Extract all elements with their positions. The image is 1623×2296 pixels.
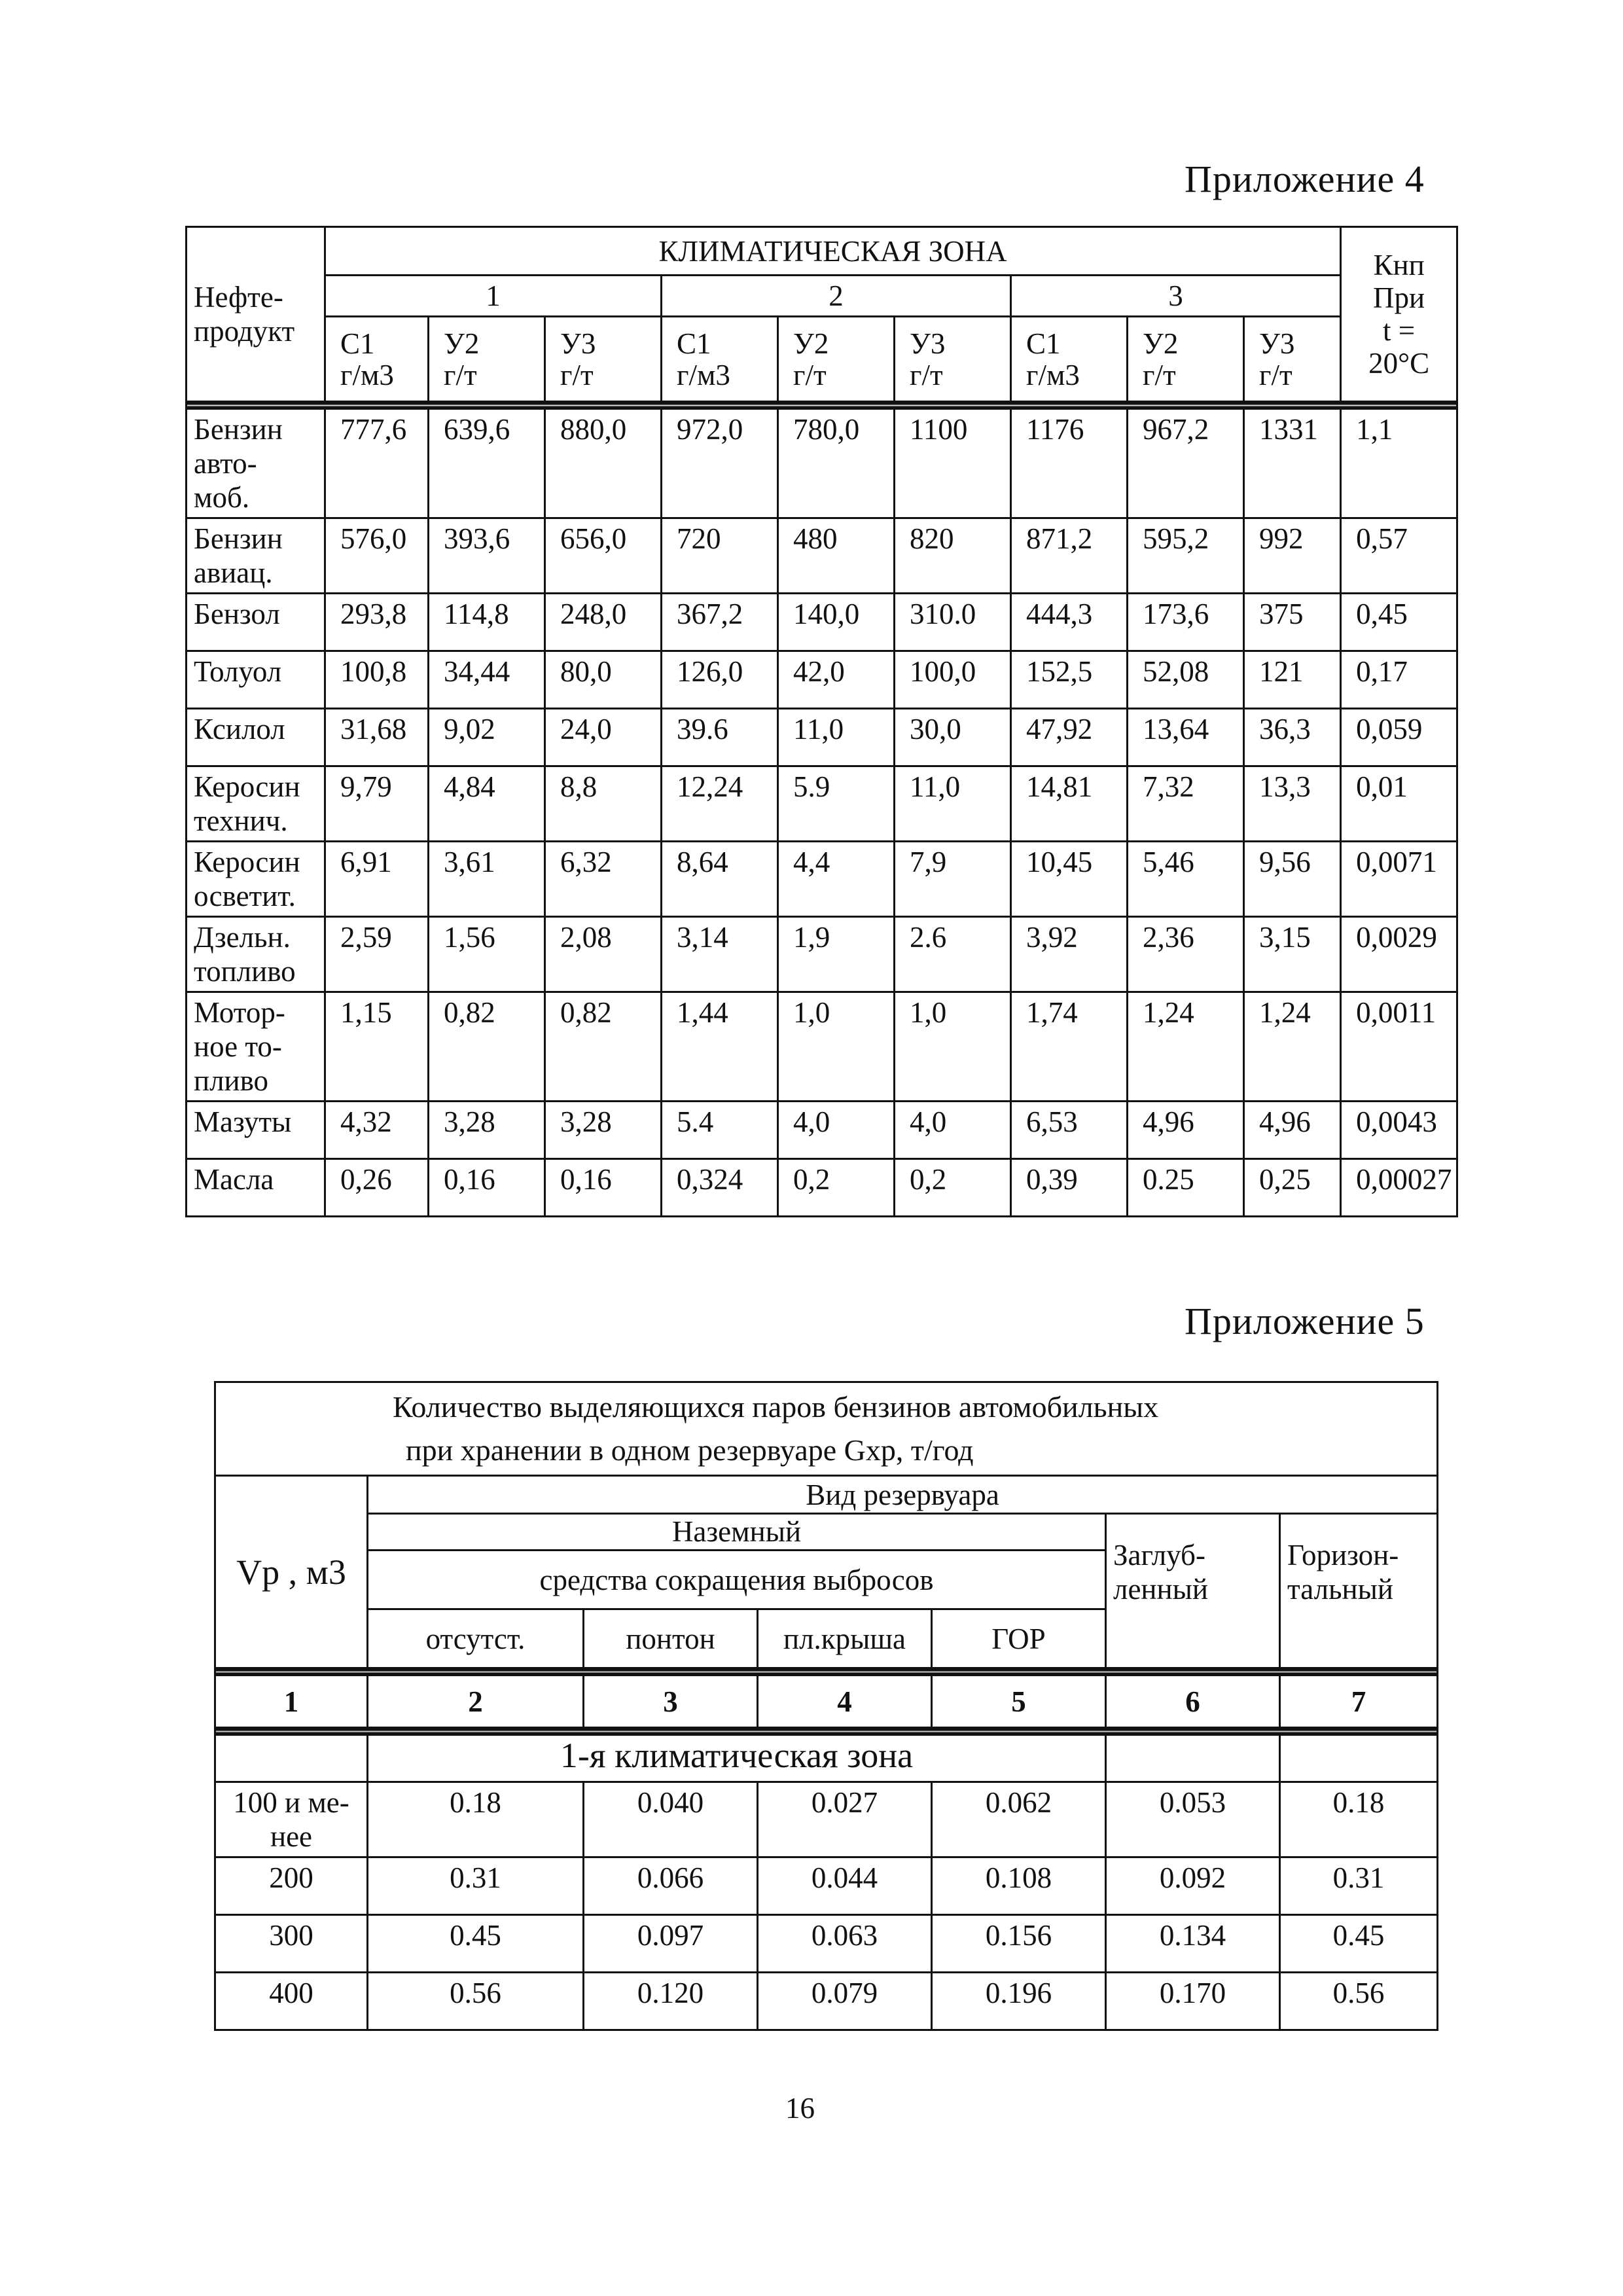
table-cell: 0,16 [429, 1159, 545, 1217]
header-tank-type: Вид резервуара [368, 1476, 1438, 1514]
product-name: Керосин технич. [187, 766, 325, 842]
table-title-line-1: Количество выделяющихся паров бензинов автомобильных [393, 1390, 1159, 1424]
product-name: Толуол [187, 651, 325, 709]
table-cell: 8,64 [662, 842, 778, 917]
table-cell: 4,32 [325, 1102, 429, 1159]
header-units-row [187, 317, 1457, 402]
table-cell: 34,44 [429, 651, 545, 709]
header-unit-4: С1 г/м3 [662, 317, 778, 402]
table-row [187, 709, 1457, 766]
vp-value: 200 [215, 1857, 368, 1915]
table-cell: 5,46 [1128, 842, 1244, 917]
table-cell: 4,84 [429, 766, 545, 842]
table-cell: 6,32 [545, 842, 662, 917]
table-cell: 126,0 [662, 651, 778, 709]
header-knp: Кнп При t = 20°С [1341, 227, 1457, 402]
table-cell: 3,14 [662, 917, 778, 992]
header-unit-6: У3 г/т [895, 317, 1011, 402]
header-reduction-type-1: отсутст. [368, 1609, 584, 1668]
table-cell: 0.040 [584, 1782, 758, 1857]
table-cell: 9,02 [429, 709, 545, 766]
table-cell: 0.062 [932, 1782, 1106, 1857]
table-cell: 656,0 [545, 518, 662, 594]
table-cell: 3,15 [1244, 917, 1341, 992]
column-number-3: 3 [584, 1676, 758, 1728]
table-cell: 5.4 [662, 1102, 778, 1159]
header-unit-7: С1 г/м3 [1011, 317, 1128, 402]
knp-value: 0,01 [1341, 766, 1457, 842]
table-cell: 0.156 [932, 1915, 1106, 1973]
column-number-4: 4 [758, 1676, 932, 1728]
table-cell: 5.9 [778, 766, 895, 842]
header-unit-9: У3 г/т [1244, 317, 1341, 402]
table-cell: 780,0 [778, 409, 895, 518]
table-row [215, 1857, 1438, 1915]
table-cell: 0,25 [1244, 1159, 1341, 1217]
table-row [187, 992, 1457, 1102]
table-cell: 1,0 [895, 992, 1011, 1102]
zone-empty-cell [1280, 1735, 1438, 1782]
column-number-6: 6 [1106, 1676, 1280, 1728]
table-cell: 2,36 [1128, 917, 1244, 992]
table-cell: 880,0 [545, 409, 662, 518]
table-row [215, 1915, 1438, 1973]
table-cell: 3,61 [429, 842, 545, 917]
table-cell: 0,16 [545, 1159, 662, 1217]
header-unit-5: У2 г/т [778, 317, 895, 402]
table-cell: 1,44 [662, 992, 778, 1102]
table-row [187, 651, 1457, 709]
table-cell: 0.044 [758, 1857, 932, 1915]
table-cell: 0,2 [778, 1159, 895, 1217]
table-cell: 4,96 [1128, 1102, 1244, 1159]
knp-value: 0,0043 [1341, 1102, 1457, 1159]
table-cell: 0.18 [368, 1782, 584, 1857]
table-cell: 967,2 [1128, 409, 1244, 518]
table-cell: 1176 [1011, 409, 1128, 518]
header-unit-8: У2 г/т [1128, 317, 1244, 402]
column-number-5: 5 [932, 1676, 1106, 1728]
table-cell: 30,0 [895, 709, 1011, 766]
table-cell: 0,2 [895, 1159, 1011, 1217]
table-cell: 0,39 [1011, 1159, 1128, 1217]
knp-value: 0,00027 [1341, 1159, 1457, 1217]
table-cell: 0.31 [368, 1857, 584, 1915]
table-cell: 173,6 [1128, 594, 1244, 651]
product-name: Дзельн. топливо [187, 917, 325, 992]
table-row [187, 518, 1457, 594]
table-cell: 0.108 [932, 1857, 1106, 1915]
table-cell: 720 [662, 518, 778, 594]
table-cell: 9,79 [325, 766, 429, 842]
table-cell: 1,9 [778, 917, 895, 992]
knp-value: 0,45 [1341, 594, 1457, 651]
table-cell: 0.45 [368, 1915, 584, 1973]
table-cell: 444,3 [1011, 594, 1128, 651]
knp-value: 0,059 [1341, 709, 1457, 766]
table-cell: 121 [1244, 651, 1341, 709]
table-cell: 8,8 [545, 766, 662, 842]
page-number: 16 [785, 2092, 815, 2125]
table-cell: 39.6 [662, 709, 778, 766]
table-row [187, 842, 1457, 917]
table-cell: 480 [778, 518, 895, 594]
table-cell: 0,324 [662, 1159, 778, 1217]
table-cell: 80,0 [545, 651, 662, 709]
table-cell: 0.079 [758, 1973, 932, 2030]
header-zone-2: 2 [662, 276, 1011, 317]
table-cell: 310.0 [895, 594, 1011, 651]
table-cell: 2.6 [895, 917, 1011, 992]
table-cell: 100,0 [895, 651, 1011, 709]
knp-value: 0,57 [1341, 518, 1457, 594]
header-reduction-type-3: пл.крыша [758, 1609, 932, 1668]
table-row [187, 1102, 1457, 1159]
table-cell: 0.134 [1106, 1915, 1280, 1973]
table-cell: 114,8 [429, 594, 545, 651]
table-cell: 393,6 [429, 518, 545, 594]
table-cell: 0.25 [1128, 1159, 1244, 1217]
zone-label: 1-я климатическая зона [368, 1735, 1106, 1782]
knp-value: 0,0011 [1341, 992, 1457, 1102]
table-cell: 11,0 [778, 709, 895, 766]
table-cell: 1,24 [1128, 992, 1244, 1102]
table-cell: 0,82 [545, 992, 662, 1102]
table-cell: 4,96 [1244, 1102, 1341, 1159]
table-row [187, 917, 1457, 992]
table-cell: 9,56 [1244, 842, 1341, 917]
table-cell: 0.196 [932, 1973, 1106, 2030]
table-cell: 0.120 [584, 1973, 758, 2030]
header-reduction-type-4: ГОР [932, 1609, 1106, 1668]
table-cell: 248,0 [545, 594, 662, 651]
column-number-1: 1 [215, 1676, 368, 1728]
table-cell: 7,32 [1128, 766, 1244, 842]
table-cell: 47,92 [1011, 709, 1128, 766]
table-cell: 1331 [1244, 409, 1341, 518]
header-ground: Наземный [368, 1514, 1106, 1551]
column-number-2: 2 [368, 1676, 584, 1728]
table-cell: 24,0 [545, 709, 662, 766]
table-cell: 1100 [895, 409, 1011, 518]
table-cell: 576,0 [325, 518, 429, 594]
knp-value: 0,17 [1341, 651, 1457, 709]
table-cell: 3,92 [1011, 917, 1128, 992]
header-underground: Заглуб- ленный [1106, 1514, 1280, 1668]
table-row [187, 766, 1457, 842]
table-cell: 4,0 [895, 1102, 1011, 1159]
table-row [215, 1973, 1438, 2030]
product-name: Керосин осветит. [187, 842, 325, 917]
table-cell: 3,28 [545, 1102, 662, 1159]
table-cell: 0.170 [1106, 1973, 1280, 2030]
appendix-4-title: Приложение 4 [1185, 158, 1425, 200]
table-cell: 52,08 [1128, 651, 1244, 709]
table-cell: 100,8 [325, 651, 429, 709]
header-unit-3: У3 г/т [545, 317, 662, 402]
table-cell: 820 [895, 518, 1011, 594]
header-product: Нефте- продукт [187, 227, 325, 402]
product-name: Бензол [187, 594, 325, 651]
table-cell: 293,8 [325, 594, 429, 651]
vp-value: 400 [215, 1973, 368, 2030]
header-zone-3: 3 [1011, 276, 1341, 317]
table-cell: 0,26 [325, 1159, 429, 1217]
header-climatic-zone: КЛИМАТИЧЕСКАЯ ЗОНА [325, 227, 1341, 276]
vp-value: 100 и ме- нее [215, 1782, 368, 1857]
table-cell: 0.56 [1280, 1973, 1438, 2030]
table-cell: 0.18 [1280, 1782, 1438, 1857]
table-cell: 1,0 [778, 992, 895, 1102]
table-cell: 6,91 [325, 842, 429, 917]
table-cell: 0.063 [758, 1915, 932, 1973]
table-cell: 0.56 [368, 1973, 584, 2030]
table-cell: 12,24 [662, 766, 778, 842]
knp-value: 0,0029 [1341, 917, 1457, 992]
product-name: Бензин авиац. [187, 518, 325, 594]
header-unit-1: С1 г/м3 [325, 317, 429, 402]
table-cell: 0.097 [584, 1915, 758, 1973]
table-cell: 13,64 [1128, 709, 1244, 766]
product-name: Бензин авто- моб. [187, 409, 325, 518]
table-row [215, 1782, 1438, 1857]
vp-value: 300 [215, 1915, 368, 1973]
column-numbers-row [215, 1676, 1438, 1728]
appendix-5-title: Приложение 5 [1185, 1300, 1425, 1342]
table-row [187, 1159, 1457, 1217]
table-cell: 4,4 [778, 842, 895, 917]
table-cell: 0.31 [1280, 1857, 1438, 1915]
table-row [187, 409, 1457, 518]
table-cell: 777,6 [325, 409, 429, 518]
table-cell: 2,08 [545, 917, 662, 992]
table-cell: 140,0 [778, 594, 895, 651]
table-cell: 0,82 [429, 992, 545, 1102]
product-name: Мотор- ное то- пливо [187, 992, 325, 1102]
table-cell: 375 [1244, 594, 1341, 651]
table-cell: 871,2 [1011, 518, 1128, 594]
table-cell: 31,68 [325, 709, 429, 766]
header-unit-2: У2 г/т [429, 317, 545, 402]
table-cell: 1,24 [1244, 992, 1341, 1102]
column-number-7: 7 [1280, 1676, 1438, 1728]
table-cell: 2,59 [325, 917, 429, 992]
table-cell: 367,2 [662, 594, 778, 651]
knp-value: 0,0071 [1341, 842, 1457, 917]
appendix-4-table [185, 226, 1458, 1217]
appendix-5-table [214, 1381, 1438, 2031]
header-reduction-type-2: понтон [584, 1609, 758, 1668]
zone-empty-cell [215, 1735, 368, 1782]
table-cell: 7,9 [895, 842, 1011, 917]
product-name: Ксилол [187, 709, 325, 766]
table-cell: 6,53 [1011, 1102, 1128, 1159]
table-cell: 992 [1244, 518, 1341, 594]
product-name: Мазуты [187, 1102, 325, 1159]
table-cell: 3,28 [429, 1102, 545, 1159]
table-cell: 0.053 [1106, 1782, 1280, 1857]
table-cell: 36,3 [1244, 709, 1341, 766]
table-cell: 42,0 [778, 651, 895, 709]
table-cell: 152,5 [1011, 651, 1128, 709]
table-cell: 1,74 [1011, 992, 1128, 1102]
table-cell: 11,0 [895, 766, 1011, 842]
table-title [215, 1382, 1438, 1476]
table-cell: 14,81 [1011, 766, 1128, 842]
zone-empty-cell [1106, 1735, 1280, 1782]
header-reduction: средства сокращения выбросов [368, 1551, 1106, 1609]
table-cell: 0.066 [584, 1857, 758, 1915]
table-cell: 972,0 [662, 409, 778, 518]
table-cell: 10,45 [1011, 842, 1128, 917]
table-cell: 1,15 [325, 992, 429, 1102]
header-horizontal: Горизон- тальный [1280, 1514, 1438, 1668]
table-cell: 13,3 [1244, 766, 1341, 842]
table-cell: 0.027 [758, 1782, 932, 1857]
table-cell: 4,0 [778, 1102, 895, 1159]
table-cell: 0.092 [1106, 1857, 1280, 1915]
table-cell: 639,6 [429, 409, 545, 518]
header-vp: Vр , м3 [215, 1476, 368, 1668]
product-name: Масла [187, 1159, 325, 1217]
header-zone-1: 1 [325, 276, 662, 317]
table-cell: 1,56 [429, 917, 545, 992]
table-row [187, 594, 1457, 651]
table-cell: 595,2 [1128, 518, 1244, 594]
table-cell: 0.45 [1280, 1915, 1438, 1973]
table-title-line-2: при хранении в одном резервуаре Gхр, т/год [406, 1433, 974, 1467]
knp-value: 1,1 [1341, 409, 1457, 518]
